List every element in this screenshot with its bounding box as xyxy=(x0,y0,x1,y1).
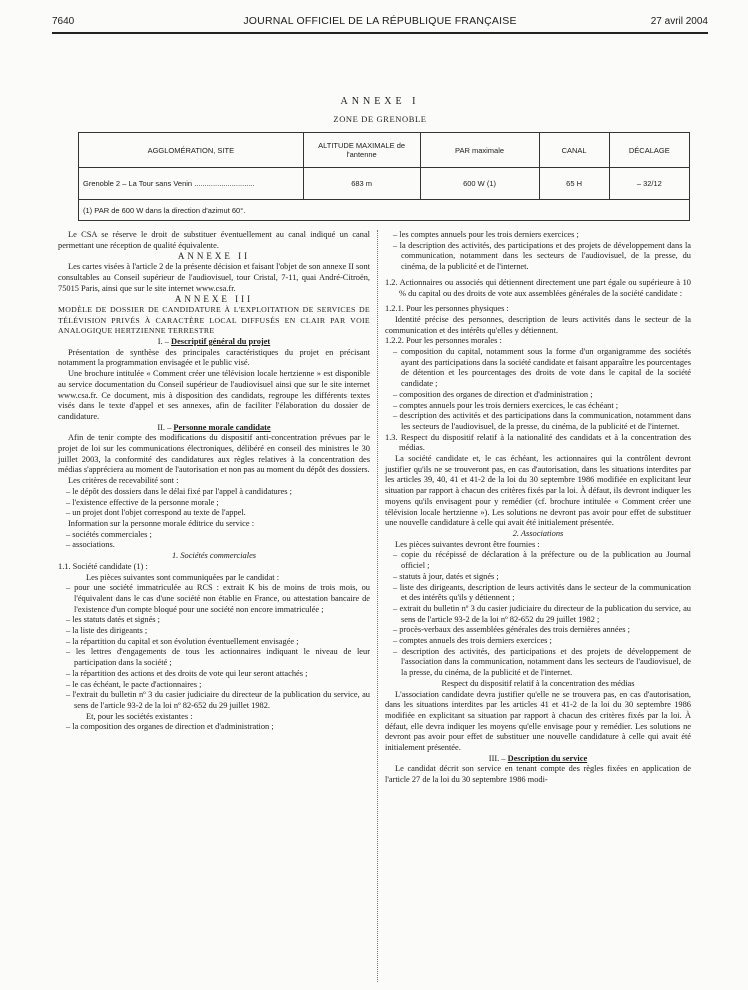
column-separator xyxy=(377,230,378,982)
list-item: – les comptes annuels pour les trois derniers exercices ; xyxy=(393,230,579,239)
section-number: III. – xyxy=(488,753,506,763)
section-number: II. – xyxy=(157,422,172,432)
frequency-table xyxy=(78,132,690,221)
list-item: – procès-verbaux des assemblées générales des trois dernières années ; xyxy=(393,625,630,635)
table-cell: 65 H xyxy=(539,168,609,200)
table-header-row xyxy=(79,133,690,168)
list-item: – pour une société immatriculée au RCS : extrait K bis de moins de trois mois, ou l'équivalent dans le cas d'une société non établie en France, ou attestation bancaire de l'existence d'un compte bloqué pour une société non encore immatriculée ; xyxy=(66,583,370,614)
list-item: – extrait du bulletin nº 3 du casier judiciaire du directeur de la publication du service, au sens de l'article 93-2 de la loi nº 82-652 du 29 juillet 1982 ; xyxy=(393,603,691,624)
subsection-title: 1. Sociétés commerciales xyxy=(171,551,257,561)
list-item: – composition des organes de direction et d'administration ; xyxy=(393,389,593,399)
table-cell: 600 W (1) xyxy=(420,168,539,200)
table-header: DÉCALAGE xyxy=(609,133,689,168)
section-title: Personne morale candidate xyxy=(173,422,271,432)
left-column xyxy=(58,230,370,733)
csa-paragraph: Le CSA se réserve le droit de substituer éventuellement au canal indiqué un canal permettant une réception de qualité équivalente. xyxy=(58,230,370,250)
list-item: – la répartition des actions et des droits de vote qui leur seront attachés ; xyxy=(66,668,308,678)
annex-2-text: Les cartes visées à l'article 2 de la présente décision et faisant l'objet de son annexe II sont consultables au Conseil supérieur de l'audiovisuel, tour Cristal, 7-11, quai André-Citroën, 75015 Paris, ainsi que sur le site internet www.csa.fr. xyxy=(58,262,370,293)
list-item: – les lettres d'engagements de tous les actionnaires indiquant le niveau de leur participation dans la société ; xyxy=(66,647,370,668)
list-item: – la répartition du capital et son évolution éventuellement envisagée ; xyxy=(66,636,299,646)
table-cell: – 32/12 xyxy=(609,168,689,200)
list-item: – description des activités et des participations dans la communication, notamment dans les secteurs de l'audiovisuel, de la presse, du cinéma, de la publicité et de l'internet. xyxy=(393,411,691,431)
page-number: 7640 xyxy=(52,16,75,27)
table-header: CANAL xyxy=(539,133,609,168)
numbered-heading: 1.2.1. Pour les personnes physiques : xyxy=(385,304,509,314)
list-item: – liste des dirigeants, description de leurs activités dans le secteur de la communication et des intérêts qu'ils y détiennent ; xyxy=(393,582,691,603)
paragraph: Afin de tenir compte des modifications du dispositif anti-concentration prévues par le projet de loi sur les communications électroniques, délibéré en conseil des ministres le 30 juillet 2003, la conformité des candidatures aux règles relatives à la concentration des médias s'appréciera au moment de l'autorisation et non pas au moment du dépôt des dossiers. xyxy=(58,433,370,475)
list-item: – associations. xyxy=(66,540,115,550)
section-2-heading xyxy=(58,423,370,434)
section-3-heading xyxy=(385,754,691,765)
journal-title: JOURNAL OFFICIEL DE LA RÉPUBLIQUE FRANÇAISE xyxy=(243,15,517,27)
paragraph: L'association candidate devra justifier qu'elle ne se trouvera pas, en cas d'autorisation, dans les situations interdites par les articles 41 et 41-2 de la loi du 30 septembre 1986 modifiée en explicitant sa situation par rapport à chacun des critères fixés par la loi. À défaut, elle devra indiquer les moyens qu'elle envisage pour y remédier. Les solutions ne devront pas avoir pour effet de substituer une nouvelle candidature à celle qui avait été initialement présentée. xyxy=(385,689,691,753)
paragraph: Présentation de synthèse des principales caractéristiques du projet en précisant notamment la programmation envisagée et le public visé. xyxy=(58,347,370,368)
list-item: – comptes annuels des trois derniers exercices ; xyxy=(393,636,552,646)
list-item: – le dépôt des dossiers dans le délai fixé par l'appel à candidatures ; xyxy=(66,486,292,496)
annex-1-title: ANNEXE I xyxy=(340,96,420,107)
table-header: PAR maximale xyxy=(420,133,539,168)
paragraph: Les pièces suivantes devront être fournies : xyxy=(395,539,540,549)
list-item: – l'existence effective de la personne morale ; xyxy=(66,497,219,507)
section-number: I. – xyxy=(157,337,169,347)
numbered-heading: 1.1. Société candidate (1) : xyxy=(58,561,148,571)
paragraph: Le candidat décrit son service en tenant compte des règles fixées en application de l'article 27 de la loi du 30 septembre 1986 modi- xyxy=(385,764,691,785)
paragraph: Les critères de recevabilité sont : xyxy=(68,476,179,486)
table-header: ALTITUDE MAXIMALE de l'antenne xyxy=(303,133,420,168)
numbered-heading: 1.2.2. Pour les personnes morales : xyxy=(385,336,502,346)
table-cell: 683 m xyxy=(303,168,420,200)
subsection-title: 2. Associations xyxy=(512,528,564,538)
paragraph: La société candidate et, le cas échéant, les actionnaires qui la contrôlent devront justifier qu'ils ne se trouveront pas, en cas d'autorisation, dans les situations interdites par les articles 39, 40, 41 et 41-2 de la loi du 30 septembre 1986 modifiée en explicitant leur situation par rapport à chacun des critères fixés par la loi. À défaut, ils devront indiquer les moyens qu'ils envisagent pour y remédier (cf. brochure intitulée « Comment créer une télévision locale hertzienne »). Les solutions ne devront pas avoir pour effet de substituer une nouvelle candidature à celle qui avait été initialement présentée. xyxy=(385,454,691,528)
list-item: – un projet dont l'objet correspond au texte de l'appel. xyxy=(66,508,246,518)
list-item: – description des activités, des participations et des projets de développement de l'association dans la communication, notamment dans les secteurs de l'audiovisuel, de la presse, du cinéma, de la publicité et de l'internet. xyxy=(393,646,691,678)
numbered-heading: 1.3. Respect du dispositif relatif à la nationalité des candidats et à la concentration des médias. xyxy=(385,432,691,453)
list-item: – composition du capital, notamment sous la forme d'un organigramme des sociétés ayant des participations dans la société candidate et faisant apparaître les pourcentages de détention et les pourcentages des droits de vote dans le capital de la société candidate ; xyxy=(393,347,691,389)
page-header xyxy=(52,14,708,30)
annex-3-subtitle: MODÈLE DE DOSSIER DE CANDIDATURE À L'EXPLOITATION DE SERVICES DE TÉLÉVISION PRIVÉS À CARACTÈRE LOCAL DIFFUSÉS EN CLAIR PAR VOIE ANALOGIQUE HERTZIENNE TERRESTRE xyxy=(58,304,370,336)
section-title: Description du service xyxy=(507,753,588,763)
list-item: – l'extrait du bulletin nº 3 du casier judiciaire du directeur de la publication du service, au sens de l'article 93-2 de la loi nº 82-652 du 29 juillet 1982. xyxy=(66,690,370,710)
list-item: – statuts à jour, datés et signés ; xyxy=(393,571,499,581)
right-column xyxy=(385,230,691,786)
numbered-heading: 1.2. Actionnaires ou associés qui détiennent directement une part égale ou supérieure à 10 % du capital ou des droits de vote aux assemblées générales de la société candidate : xyxy=(385,277,691,298)
table-note-row xyxy=(79,200,690,221)
paragraph: Une brochure intitulée « Comment créer une télévision locale hertzienne » est disponible au service documentation du Conseil supérieur de l'audiovisuel ainsi que sur le site internet www.csa.fr. Ce document, mis à disposition des candidats, regroupe les différents textes visés dans le texte d'appel et ses annexes, afin de faciliter l'élaboration du dossier de candidature. xyxy=(58,369,370,421)
header-rule xyxy=(52,32,708,34)
annex-2-title: ANNEXE II xyxy=(177,251,251,262)
annex-3-title: ANNEXE III xyxy=(174,294,254,305)
section-1-heading xyxy=(58,337,370,348)
list-item: – copie du récépissé de déclaration à la préfecture ou de la publication au Journal officiel ; xyxy=(393,550,691,571)
list-item: – la description des activités, des participations et des projets de développement dans la communication, notamment dans les secteurs de l'audiovisuel, de la presse, du cinéma, de la publicité et de l'internet. xyxy=(393,240,691,272)
subsection-title: Respect du dispositif relatif à la concentration des médias xyxy=(441,678,635,688)
paragraph: Les pièces suivantes sont communiquées par le candidat : xyxy=(86,572,280,582)
paragraph: Information sur la personne morale éditrice du service : xyxy=(68,518,255,528)
list-item: – les statuts datés et signés ; xyxy=(66,615,160,625)
table-cell: Grenoble 2 – La Tour sans Venin ............................. xyxy=(79,168,304,200)
table-row xyxy=(79,168,690,200)
section-title: Descriptif général du projet xyxy=(171,337,271,347)
list-item: – la composition des organes de direction et d'administration ; xyxy=(66,722,274,732)
list-item: – comptes annuels pour les trois derniers exercices, le cas échéant ; xyxy=(393,400,619,410)
paragraph: Identité précise des personnes, description de leurs activités dans le secteur de la communication et des intérêts qu'elles y détiennent. xyxy=(385,314,691,335)
list-item: – la liste des dirigeants ; xyxy=(66,626,148,636)
table-note: (1) PAR de 600 W dans la direction d'azimut 60°. xyxy=(79,200,690,221)
zone-title: ZONE DE GRENOBLE xyxy=(333,114,427,124)
list-item: – sociétés commerciales ; xyxy=(66,529,152,539)
list-item: – le cas échéant, le pacte d'actionnaires ; xyxy=(66,679,202,689)
table-header: AGGLOMÉRATION, SITE xyxy=(79,133,304,168)
paragraph: Et, pour les sociétés existantes : xyxy=(86,711,193,721)
issue-date: 27 avril 2004 xyxy=(650,16,708,27)
